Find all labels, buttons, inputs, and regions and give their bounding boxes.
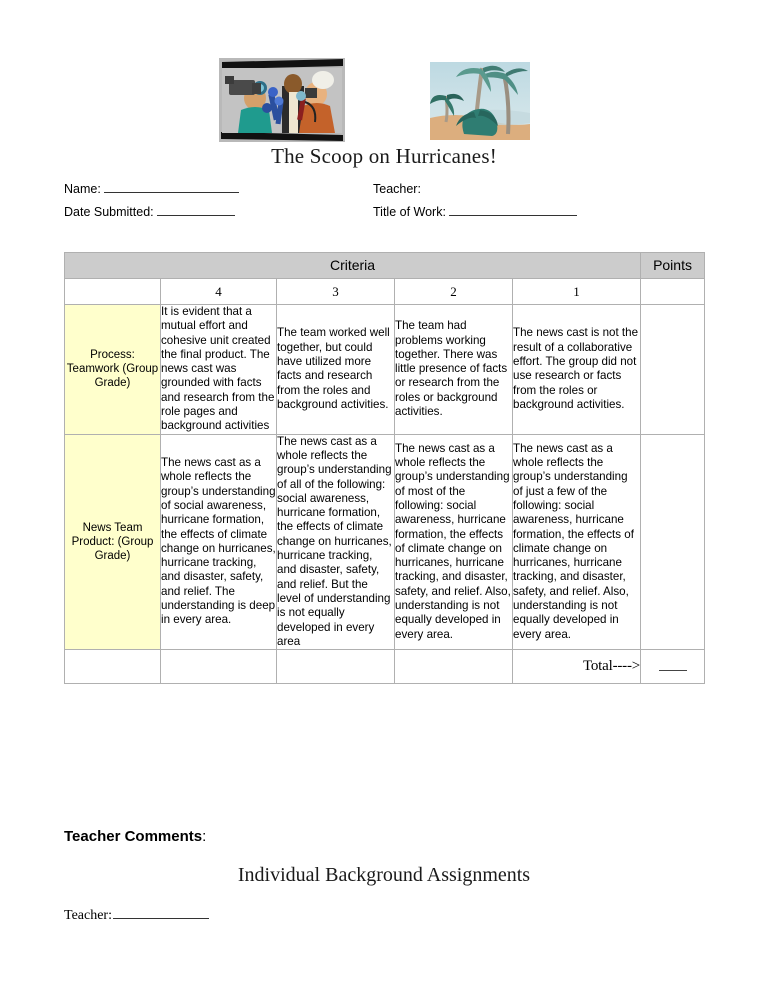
total-spacer-3	[277, 650, 395, 684]
criterion-1-points-input[interactable]	[641, 434, 705, 649]
level-header-1: 1	[513, 279, 641, 305]
footer-teacher-label: Teacher:	[64, 908, 112, 923]
news-crew-clipart-icon	[219, 58, 345, 142]
total-row	[65, 650, 705, 684]
teacher-field	[373, 178, 421, 201]
total-spacer-4	[161, 650, 277, 684]
name-input-blank[interactable]	[104, 180, 239, 193]
teacher-comments-heading	[64, 827, 206, 847]
total-points-input[interactable]	[641, 650, 705, 684]
date-submitted-label: Date Submitted:	[64, 205, 154, 219]
criterion-1-level-4: The news cast as a whole reflects the group’s understanding of social awareness, hurricane formation, the effects of climate change on hurricanes, hurricane tracking, and disaster, safety, and relief. The understanding is deep in every area.	[161, 434, 277, 649]
level-header-row	[65, 279, 705, 305]
level-header-spacer	[65, 279, 161, 305]
level-header-4: 4	[161, 279, 277, 305]
criterion-1-level-3: The news cast as a whole reflects the group’s understanding of all of the following: social awareness, hurricane formation, the effects of climate change on hurricanes, hurricane tracking, and disaster, safety, and relief. But the level of understanding is not equally developed in every area	[277, 434, 395, 649]
criterion-0-level-1: The news cast is not the result of a collaborative effort. The group did not use research or facts from the roles or background activities.	[513, 305, 641, 435]
section-title-individual-background-assignments: Individual Background Assignments	[237, 864, 531, 886]
name-field	[64, 178, 239, 201]
points-header-spacer	[641, 279, 705, 305]
total-label: Total---->	[513, 650, 641, 684]
footer-teacher-input-blank[interactable]	[113, 906, 209, 919]
criterion-1-level-2: The news cast as a whole reflects the group’s understanding of most of the following: social awareness, hurricane formation, the effects of climate change on hurricanes, hurricane tracking, and disaster, safety, and relief. Also, understanding is not equally developed in every area.	[395, 434, 513, 649]
title-of-work-label: Title of Work:	[373, 205, 446, 219]
title-of-work-input-blank[interactable]	[449, 203, 577, 216]
table-row	[65, 305, 705, 435]
footer-teacher-field	[64, 906, 209, 926]
criteria-header: Criteria	[65, 253, 641, 279]
total-spacer-label	[65, 650, 161, 684]
criterion-1-level-1: The news cast as a whole reflects the group’s understanding of just a few of the following: social awareness, hurricane formation, the effects of climate change on hurricanes, hurricane tracking, and disaster, safety, and relief. Also, understanding is not equally developed in every area.	[513, 434, 641, 649]
page-title: The Scoop on Hurricanes!	[271, 144, 497, 168]
teacher-comments-colon: :	[202, 828, 207, 845]
teacher-label: Teacher:	[373, 182, 421, 196]
level-header-2: 2	[395, 279, 513, 305]
table-row	[65, 434, 705, 649]
criterion-0-level-2: The team had problems working together. There was little presence of facts or research from the roles or background activities.	[395, 305, 513, 435]
identity-fields	[64, 178, 704, 224]
name-and-teacher-line	[64, 178, 704, 201]
level-header-3: 3	[277, 279, 395, 305]
criterion-0-points-input[interactable]	[641, 305, 705, 435]
title-of-work-field	[373, 201, 577, 224]
teacher-comments-label: Teacher Comments	[64, 828, 203, 845]
criterion-0-level-3: The team worked well together, but could have utilized more facts and research from the roles and background activities.	[277, 305, 395, 435]
criterion-label-process-teamwork: Process: Teamwork (Group Grade)	[65, 305, 161, 435]
total-spacer-2	[395, 650, 513, 684]
date-submitted-field	[64, 201, 235, 224]
palm-trees-storm-clipart-icon	[430, 62, 530, 140]
criterion-0-level-4: It is evident that a mutual effort and cohesive unit created the final product. The news cast was grounded with facts and research from the role pages and background activities	[161, 305, 277, 435]
table-header-row	[65, 253, 705, 279]
header-images	[0, 58, 768, 144]
total-points-blank	[659, 659, 687, 671]
points-header: Points	[641, 253, 705, 279]
date-and-title-line	[64, 201, 704, 224]
criterion-label-news-team-product: News Team Product: (Group Grade)	[65, 434, 161, 649]
date-submitted-input-blank[interactable]	[157, 203, 235, 216]
rubric-table	[64, 252, 705, 684]
name-label: Name:	[64, 182, 101, 196]
